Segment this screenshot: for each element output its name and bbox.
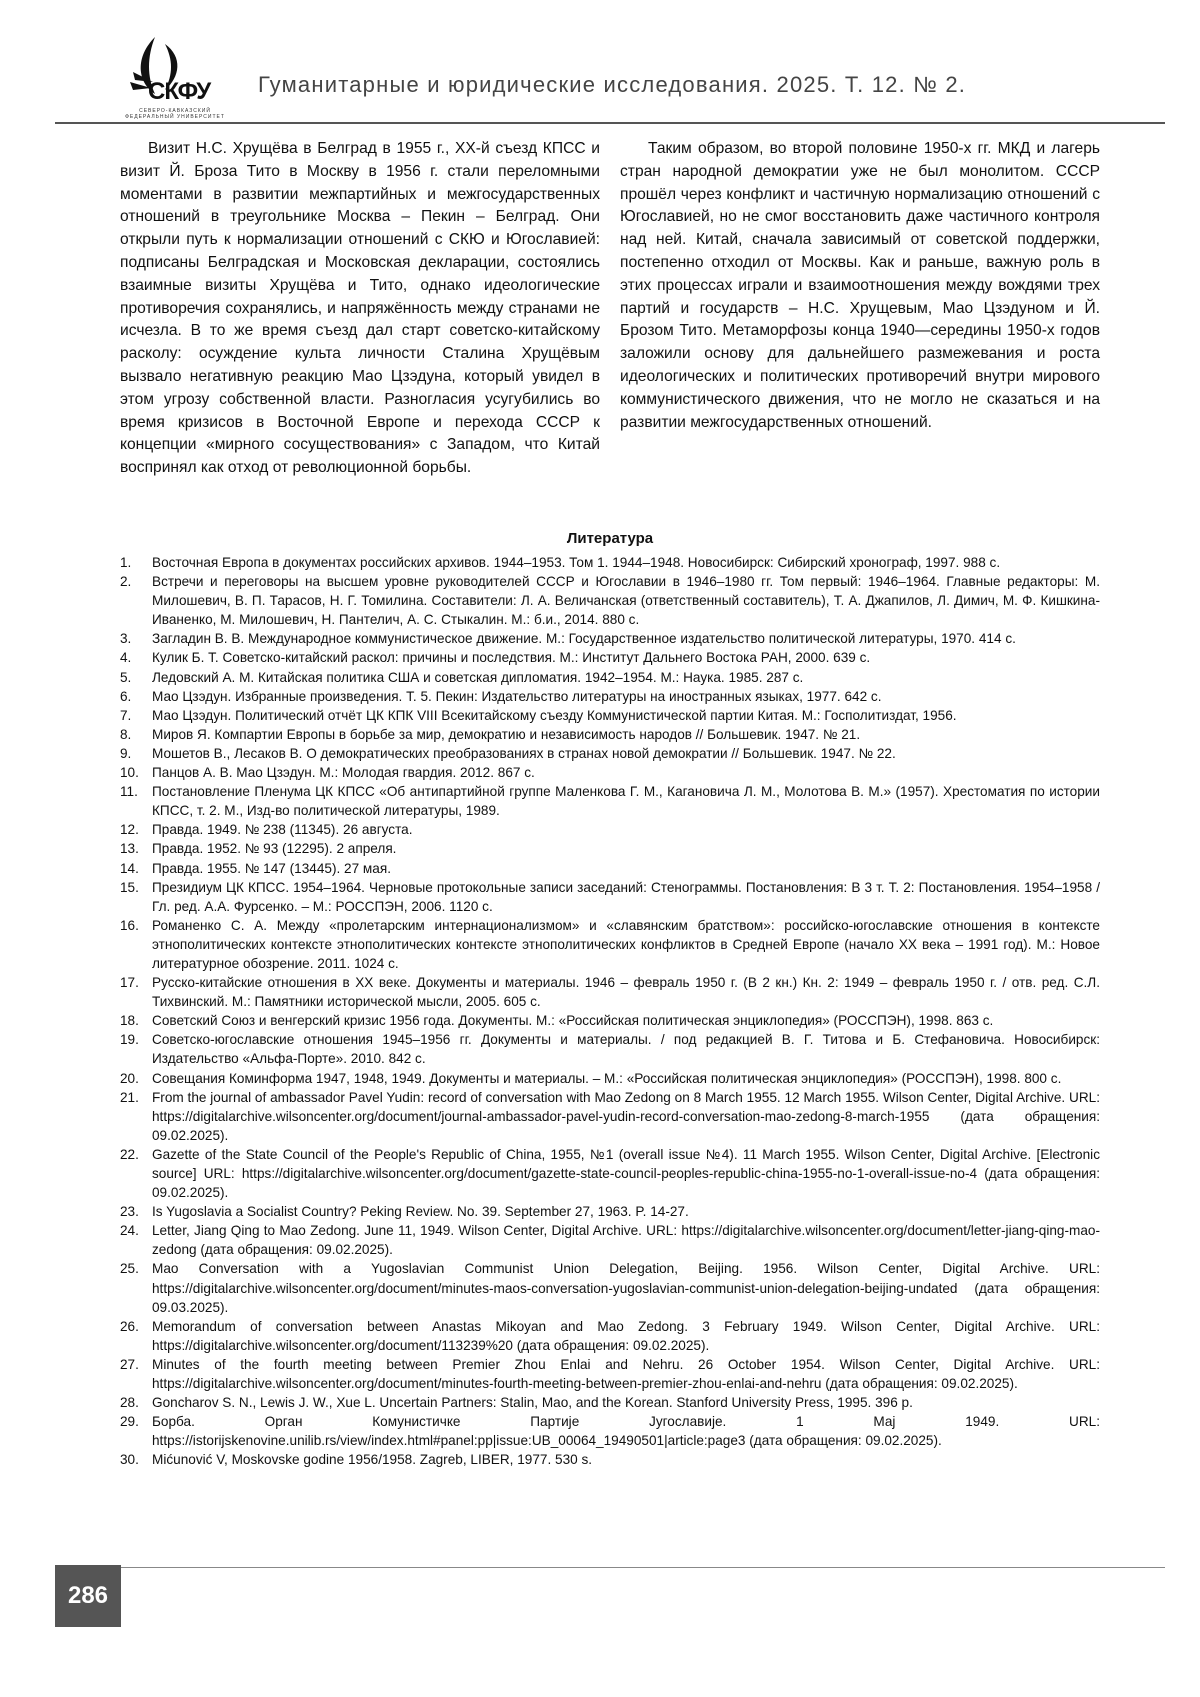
reference-text: Мао Цзэдун. Избранные произведения. Т. 5. Пекин: Издательство литературы на иностранных языках, 1977. 642 с. (152, 687, 1100, 706)
reference-item (120, 744, 1100, 763)
reference-text: Memorandum of conversation between Anastas Mikoyan and Mao Zedong. 3 February 1949. Wilson Center, Digital Archive. URL: https://digitalarchive.wilsoncenter.org/document/113239%20 (дата обращения: 09.02.2025). (152, 1317, 1100, 1355)
reference-text: Советско-югославские отношения 1945–1956 гг. Документы и материалы. / под редакцией В. Г. Титова и Б. Стефановича. Новосибирск: Издательство «Альфа-Порте». 2010. 842 с. (152, 1030, 1100, 1068)
reference-item (120, 629, 1100, 648)
reference-item (120, 820, 1100, 839)
reference-number: 8. (120, 725, 152, 744)
literature-heading: Литература (0, 530, 1200, 547)
left-column (120, 138, 600, 480)
reference-text: Mao Conversation with a Yugoslavian Communist Union Delegation, Beijing. 1956. Wilson Center, Digital Archive. URL: https://digitalarchive.wilsoncenter.org/document/minutes-maos-conversation-yugoslavian-communist-union-delegation-beijing-undated (дата обращения: 09.03.2025). (152, 1259, 1100, 1316)
reference-number: 13. (120, 839, 152, 858)
footer-divider (121, 1567, 1165, 1568)
reference-number: 25. (120, 1259, 152, 1316)
reference-item (120, 1317, 1100, 1355)
reference-number: 22. (120, 1145, 152, 1202)
reference-number: 11. (120, 782, 152, 820)
reference-number: 10. (120, 763, 152, 782)
reference-item (120, 706, 1100, 725)
reference-number: 9. (120, 744, 152, 763)
reference-text: Mićunović V, Moskovske godine 1956/1958. Zagreb, LIBER, 1977. 530 s. (152, 1450, 1100, 1469)
page-number: 286 (55, 1565, 121, 1627)
reference-number: 3. (120, 629, 152, 648)
reference-item (120, 1088, 1100, 1145)
reference-text: Gazette of the State Council of the People's Republic of China, 1955, №1 (overall issue №4). 11 March 1955. Wilson Center, Digital Archive. [Electronic source] URL: https://digitalarchive.wilsoncenter.org/document/gazette-state-council-peoples-republic-china-1955-no-1-overall-issue-no-4 (дата обращения: 09.02.2025). (152, 1145, 1100, 1202)
reference-text: Ледовский А. М. Китайская политика США и советская дипломатия. 1942–1954. М.: Наука. 1985. 287 с. (152, 668, 1100, 687)
reference-number: 24. (120, 1221, 152, 1259)
reference-item (120, 648, 1100, 667)
reference-item (120, 878, 1100, 916)
reference-number: 15. (120, 878, 152, 916)
reference-item (120, 687, 1100, 706)
reference-number: 7. (120, 706, 152, 725)
reference-number: 23. (120, 1202, 152, 1221)
right-column (620, 138, 1100, 434)
reference-number: 5. (120, 668, 152, 687)
body-paragraph: Визит Н.С. Хрущёва в Белград в 1955 г., XX-й съезд КПСС и визит Й. Броза Тито в Москву в 1956 г. стали переломными моментами в развитии межпартийных и межгосударственных отношений в треугольнике Москва – Пекин – Белград. Они открыли путь к нормализации отношений с СКЮ и Югославией: подписаны Белградская и Московская декларации, состоялись взаимные визиты Хрущёва и Тито, однако идеологические противоречия сохранялись, и напряжённость между странами не исчезла. В то же время съезд дал старт советско-китайскому расколу: осуждение культа личности Сталина Хрущёвым вызвало негативную реакцию Мао Цзэдуна, который увидел в этом угрозу собственной власти. Разногласия усугубились во время кризисов в Восточной Европе и перехода СССР к концепции «мирного сосуществования» с Западом, что Китай воспринял как отход от революционной борьбы. (120, 138, 600, 480)
header-divider (55, 122, 1165, 124)
reference-item (120, 763, 1100, 782)
reference-item (120, 859, 1100, 878)
reference-text: Мошетов В., Лесаков В. О демократических преобразованиях в странах новой демократии // Большевик. 1947. № 22. (152, 744, 1100, 763)
reference-item (120, 839, 1100, 858)
reference-number: 29. (120, 1412, 152, 1450)
reference-number: 16. (120, 916, 152, 973)
reference-item (120, 725, 1100, 744)
reference-number: 2. (120, 572, 152, 629)
reference-text: Мао Цзэдун. Политический отчёт ЦК КПК VIII Всекитайскому съезду Коммунистической партии Китая. М.: Госполитиздат, 1956. (152, 706, 1100, 725)
reference-item (120, 1011, 1100, 1030)
reference-item (120, 1202, 1100, 1221)
reference-text: Панцов А. В. Мао Цзэдун. М.: Молодая гвардия. 2012. 867 с. (152, 763, 1100, 782)
reference-text: Советский Союз и венгерский кризис 1956 года. Документы. М.: «Российская политическая энциклопедия» (РОССПЭН), 1998. 863 с. (152, 1011, 1100, 1030)
reference-item (120, 572, 1100, 629)
reference-number: 4. (120, 648, 152, 667)
reference-text: Русско-китайские отношения в XX веке. Документы и материалы. 1946 – февраль 1950 г. (В 2 кн.) Кн. 2: 1949 – февраль 1950 г. / отв. ред. С.Л. Тихвинский. М.: Памятники исторической мысли, 2005. 605 с. (152, 973, 1100, 1011)
reference-item (120, 1393, 1100, 1412)
reference-number: 14. (120, 859, 152, 878)
reference-item (120, 1355, 1100, 1393)
reference-text: Правда. 1952. № 93 (12295). 2 апреля. (152, 839, 1100, 858)
reference-number: 30. (120, 1450, 152, 1469)
reference-number: 21. (120, 1088, 152, 1145)
reference-number: 12. (120, 820, 152, 839)
reference-list (120, 553, 1100, 1470)
reference-text: Is Yugoslavia a Socialist Country? Peking Review. No. 39. September 27, 1963. P. 14-27. (152, 1202, 1100, 1221)
reference-text: Совещания Коминформа 1947, 1948, 1949. Документы и материалы. – М.: «Российская политическая энциклопедия» (РОССПЭН), 1998. 800 с. (152, 1069, 1100, 1088)
reference-item (120, 1450, 1100, 1469)
body-paragraph: Таким образом, во второй половине 1950-х гг. МКД и лагерь стран народной демократии уже не был монолитом. СССР прошёл через конфликт и частичную нормализацию отношений с Югославией, но не смог восстановить даже частичного контроля над ней. Китай, сначала зависимый от советской поддержки, постепенно отходил от Москвы. Как и раньше, важную роль в этих процессах играли и взаимоотношения между вождями трех партий и государств – Н.С. Хрущевым, Мао Цзэдуном и Й. Брозом Тито. Метаморфозы конца 1940—середины 1950-х годов заложили основу для дальнейшего размежевания и роста идеологических и политических противоречий внутри мирового коммунистического движения, что не могло не сказаться и на развитии межгосударственных отношений. (620, 138, 1100, 434)
reference-item (120, 782, 1100, 820)
reference-item (120, 973, 1100, 1011)
reference-item (120, 1412, 1100, 1450)
reference-number: 28. (120, 1393, 152, 1412)
reference-item (120, 668, 1100, 687)
reference-item (120, 1145, 1100, 1202)
reference-number: 18. (120, 1011, 152, 1030)
reference-item (120, 553, 1100, 572)
reference-text: Правда. 1955. № 147 (13445). 27 мая. (152, 859, 1100, 878)
reference-number: 19. (120, 1030, 152, 1068)
journal-title: Гуманитарные и юридические исследования. 2025. Т. 12. № 2. (258, 72, 966, 98)
reference-text: Постановление Пленума ЦК КПСС «Об антипартийной группе Маленкова Г. М., Кагановича Л. М., Молотова В. М.» (1957). Хрестоматия по истории КПСС, т. 2. М., Изд-во политической литературы, 1989. (152, 782, 1100, 820)
reference-number: 27. (120, 1355, 152, 1393)
reference-number: 17. (120, 973, 152, 1011)
reference-number: 6. (120, 687, 152, 706)
reference-item (120, 1069, 1100, 1088)
reference-text: Встречи и переговоры на высшем уровне руководителей СССР и Югославии в 1946–1980 гг. Том первый: 1946–1964. Главные редакторы: М. Милошевич, В. П. Тарасов, Н. Г. Томилина. Составители: Л. А. Величанская (ответственный составитель), Т. А. Джапилов, Л. Димич, М. Ф. Кишкина-Иваненко, М. Милошевич, Н. Пантелич, А. С. Стыкалин. М.: б.и., 2014. 880 с. (152, 572, 1100, 629)
reference-text: From the journal of ambassador Pavel Yudin: record of conversation with Mao Zedong on 8 March 1955. 12 March 1955. Wilson Center, Digital Archive. URL: https://digitalarchive.wilsoncenter.org/document/journal-ambassador-pavel-yudin-record-conversation-mao-zedong-8-march-1955 (дата обращения: 09.02.2025). (152, 1088, 1100, 1145)
reference-text: Борба. Орган Комунистичке Партије Југославије. 1 Мај 1949. URL: https://istorijskenovine.unilib.rs/view/index.html#panel:pp|issue:UB_00064_19490501|article:page3 (дата обращения: 09.02.2025). (152, 1412, 1100, 1450)
reference-text: Goncharov S. N., Lewis J. W., Xue L. Uncertain Partners: Stalin, Mao, and the Korean. Stanford University Press, 1995. 396 p. (152, 1393, 1100, 1412)
reference-text: Президиум ЦК КПСС. 1954–1964. Черновые протокольные записи заседаний: Стенограммы. Постановления: В 3 т. Т. 2: Постановления. 1954–1958 / Гл. ред. А.А. Фурсенко. – М.: РОССПЭН, 2006. 1120 с. (152, 878, 1100, 916)
reference-item (120, 1259, 1100, 1316)
reference-item (120, 916, 1100, 973)
logo-subtitle: СЕВЕРО-КАВКАЗСКИЙ ФЕДЕРАЛЬНЫЙ УНИВЕРСИТЕТ (120, 108, 230, 120)
reference-text: Восточная Европа в документах российских архивов. 1944–1953. Том 1. 1944–1948. Новосибирск: Сибирский хронограф, 1997. 988 с. (152, 553, 1100, 572)
reference-number: 26. (120, 1317, 152, 1355)
reference-text: Загладин В. В. Международное коммунистическое движение. М.: Государственное издательство политической литературы, 1970. 414 с. (152, 629, 1100, 648)
reference-text: Кулик Б. Т. Советско-китайский раскол: причины и последствия. М.: Институт Дальнего Востока РАН, 2000. 639 с. (152, 648, 1100, 667)
reference-text: Миров Я. Компартии Европы в борьбе за мир, демократию и независимость народов // Большевик. 1947. № 21. (152, 725, 1100, 744)
reference-number: 1. (120, 553, 152, 572)
reference-item (120, 1030, 1100, 1068)
reference-text: Minutes of the fourth meeting between Premier Zhou Enlai and Nehru. 26 October 1954. Wilson Center, Digital Archive. URL: https://digitalarchive.wilsoncenter.org/document/minutes-fourth-meeting-between-premier-zhou-enlai-and-nehru (дата обращения: 09.02.2025). (152, 1355, 1100, 1393)
reference-number: 20. (120, 1069, 152, 1088)
reference-item (120, 1221, 1100, 1259)
logo-text: СКФУ (148, 78, 210, 106)
reference-text: Letter, Jiang Qing to Mao Zedong. June 11, 1949. Wilson Center, Digital Archive. URL: https://digitalarchive.wilsoncenter.org/document/letter-jiang-qing-mao-zedong (дата обращения: 09.02.2025). (152, 1221, 1100, 1259)
reference-text: Романенко С. А. Между «пролетарским интернационализмом» и «славянским братством»: российско-югославские отношения в контексте этнополитических контексте этнополитических контексте этнополитических конфликтов в Средней Европе (начало XX века – 1991 год). М.: Новое литературное обозрение. 2011. 1024 с. (152, 916, 1100, 973)
reference-text: Правда. 1949. № 238 (11345). 26 августа. (152, 820, 1100, 839)
